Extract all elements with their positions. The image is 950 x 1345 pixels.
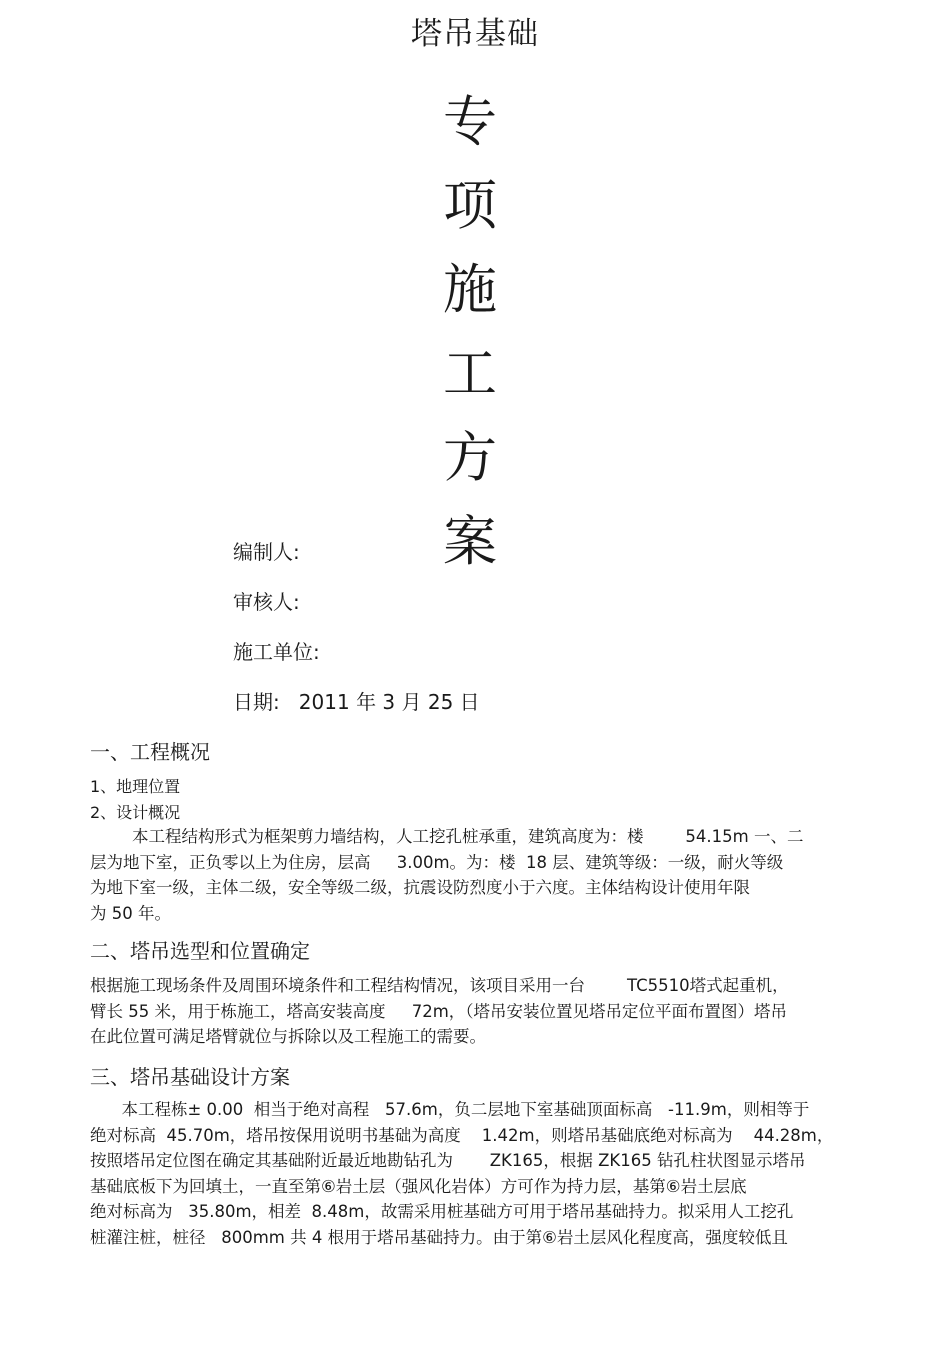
section-heading-selection: 二、塔吊选型和位置确定 bbox=[90, 939, 310, 963]
reviewer-label: 审核人: bbox=[233, 590, 300, 614]
construction-unit-label: 施工单位: bbox=[233, 640, 320, 664]
date-label: 日期: 2011 年 3 月 25 日 bbox=[233, 690, 480, 714]
subsection-design: 2、设计概况 bbox=[90, 803, 181, 822]
text-line: 在此位置可满足塔臂就位与拆除以及工程施工的需要。 bbox=[90, 1027, 486, 1046]
author-label: 编制人: bbox=[233, 540, 300, 564]
text-line: 绝对标高为 35.80m，相差 8.48m，故需采用桩基础方可用于塔吊基础持力。拟采用人工挖孔 bbox=[90, 1202, 794, 1221]
text-line: 按照塔吊定位图在确定其基础附近最近地勘钻孔为 ZK165，根据 ZK165 钻孔柱状图显示塔吊 bbox=[90, 1151, 806, 1170]
section-heading-overview: 一、工程概况 bbox=[90, 740, 210, 764]
cover-title-char: 工 bbox=[443, 342, 497, 405]
section-heading-foundation: 三、塔吊基础设计方案 bbox=[90, 1065, 290, 1089]
paragraph-crane-selection bbox=[90, 973, 870, 1050]
text-line: 桩灌注桩，桩径 800mm 共 4 根用于塔吊基础持力。由于第⑥岩土层风化程度高，强度较低且 bbox=[90, 1227, 788, 1247]
text-line: 绝对标高 45.70m，塔吊按保用说明书基础为高度 1.42m，则塔吊基础底绝对标高为 44.28m， bbox=[90, 1125, 834, 1145]
cover-title-char: 案 bbox=[443, 510, 497, 573]
paragraph-foundation-design bbox=[90, 1097, 870, 1250]
text-line: 基础底板下为回填土，一直至第⑥岩土层（强风化岩体）方可作为持力层，基第⑥岩土层底 bbox=[90, 1176, 747, 1196]
text-line: 为 50 年。 bbox=[90, 903, 171, 923]
subsection-location: 1、地理位置 bbox=[90, 777, 181, 796]
text-line: 本工程栋± 0.00 相当于绝对高程 57.6m，负二层地下室基础顶面标高 -11.9m，则相等于 bbox=[90, 1100, 810, 1119]
page-title: 塔吊基础 bbox=[411, 16, 539, 52]
text-line: 臂长 55 米，用于栋施工，塔高安装高度 72m，（塔吊安装位置见塔吊定位平面布置图）塔吊 bbox=[90, 1001, 788, 1021]
cover-title-char: 方 bbox=[443, 426, 497, 489]
cover-vertical-title bbox=[420, 84, 520, 588]
cover-title-char: 专 bbox=[443, 90, 497, 153]
cover-title-char: 施 bbox=[443, 258, 497, 321]
paragraph-design-overview bbox=[90, 824, 870, 926]
cover-title-char: 项 bbox=[443, 174, 497, 237]
text-line: 为地下室一级，主体二级，安全等级二级，抗震设防烈度小于六度。主体结构设计使用年限 bbox=[90, 878, 750, 897]
text-line: 本工程结构形式为框架剪力墙结构，人工挖孔桩承重，建筑高度为：楼 54.15m 一、二 bbox=[90, 827, 804, 846]
text-line: 根据施工现场条件及周围环境条件和工程结构情况，该项目采用一台 TC5510塔式起重机， bbox=[90, 976, 789, 995]
text-line: 层为地下室，正负零以上为住房，层高 3.00m。为：楼 18 层、建筑等级：一级，耐火等级 bbox=[90, 852, 784, 872]
